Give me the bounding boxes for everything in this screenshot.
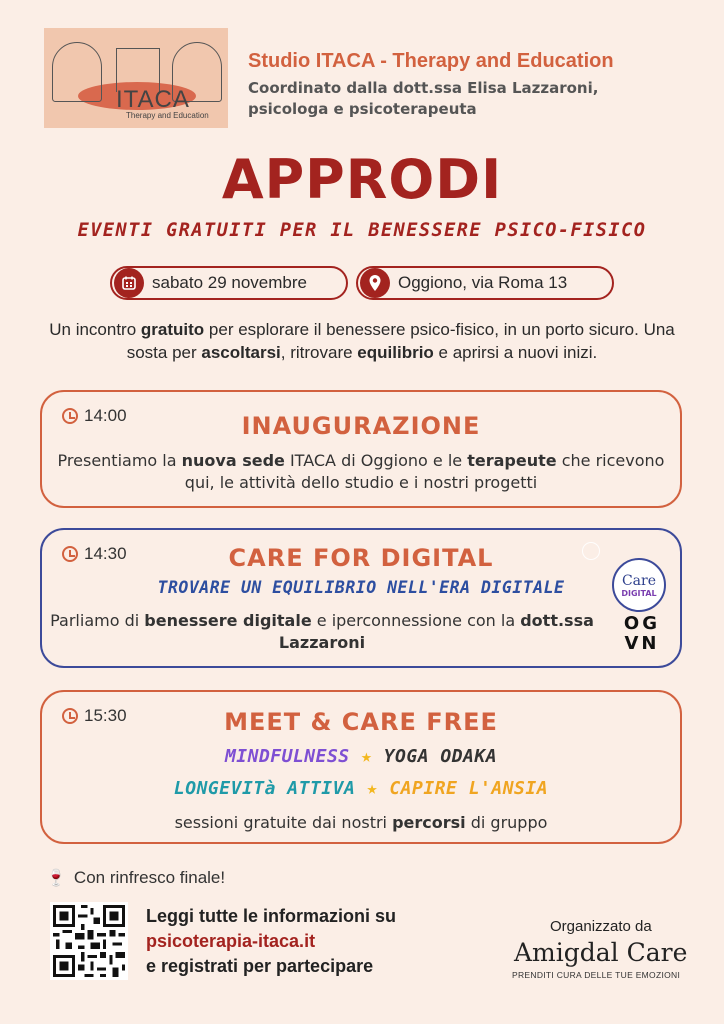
intro-bold: equilibrio xyxy=(357,343,434,362)
desc-text: che ricevono qui, le attività dello studio e i nostri progetti xyxy=(184,451,665,492)
session-card-inaugurazione xyxy=(40,390,682,508)
session-title: MEET & CARE FREE xyxy=(224,708,498,736)
itaca-logo xyxy=(44,28,228,128)
star-icon: ★ xyxy=(361,746,373,767)
time-text: 15:30 xyxy=(84,706,127,725)
time-text: 14:30 xyxy=(84,544,127,563)
calendar-icon xyxy=(114,268,144,298)
studio-title: Studio ITACA - Therapy and Education xyxy=(248,50,614,72)
session-card-meet-care-free xyxy=(40,690,682,844)
desc-bold: benessere digitale xyxy=(144,611,312,630)
activity-yoga: YOGA ODAKA xyxy=(383,746,498,767)
session-description xyxy=(42,812,680,834)
partner-logo xyxy=(624,614,660,654)
care-for-digital-logo xyxy=(612,558,666,612)
desc-text: Presentiamo la xyxy=(57,451,182,470)
location-pill xyxy=(356,266,614,300)
studio-subtitle xyxy=(248,78,598,120)
session-title: INAUGURAZIONE xyxy=(241,412,481,440)
chair-icon xyxy=(52,42,102,102)
desc-bold: terapeute xyxy=(467,451,557,470)
activity-longevita: LONGEVITà ATTIVA xyxy=(173,778,356,799)
session-card-care-for-digital xyxy=(40,528,682,668)
intro-bold: gratuito xyxy=(140,320,205,339)
wine-glass-icon: 🍷 xyxy=(46,870,66,887)
desc-bold: percorsi xyxy=(392,813,466,832)
session-description xyxy=(42,450,680,494)
activity-mindfulness: MINDFULNESS xyxy=(224,746,350,767)
info-line1: Leggi tutte le informazioni su xyxy=(146,906,397,926)
badge-top: Care xyxy=(621,572,657,589)
location-pin-icon xyxy=(360,268,390,298)
clock-icon xyxy=(582,542,600,560)
activity-line xyxy=(42,746,680,767)
location-text: Oggiono, via Roma 13 xyxy=(398,273,568,292)
intro-text: , ritrovare xyxy=(280,343,358,362)
rinfresco-note xyxy=(46,868,225,888)
organizer-logo: Amigdal Care xyxy=(514,938,688,967)
desc-text: ITACA di Oggiono e le xyxy=(284,451,468,470)
session-description xyxy=(42,610,602,654)
badge-bottom: DIGITAL xyxy=(621,588,657,598)
qr-code[interactable] xyxy=(50,902,128,980)
info-line3: e registrati per partecipare xyxy=(146,956,374,976)
organizer-label: Organizzato da xyxy=(550,918,652,935)
partner-line2: VN xyxy=(624,633,660,654)
organizer-tagline: PRENDITI CURA DELLE TUE EMOZIONI xyxy=(512,970,681,980)
studio-line2: psicologa e psicoterapeuta xyxy=(248,100,477,118)
session-subtitle: TROVARE UN EQUILIBRIO NELL'ERA DIGITALE xyxy=(157,578,565,597)
website-link[interactable]: psicoterapia-itaca.it xyxy=(146,931,316,951)
rinfresco-text: Con rinfresco finale! xyxy=(73,868,226,887)
session-title: CARE FOR DIGITAL xyxy=(228,544,494,572)
time-text: 14:00 xyxy=(84,406,127,425)
star-icon: ★ xyxy=(366,778,378,799)
desc-bold: dott.ssa Lazzaroni xyxy=(278,611,594,652)
logo-name: ITACA xyxy=(116,86,190,113)
partner-line1: OG xyxy=(623,613,660,634)
date-pill xyxy=(110,266,348,300)
activity-ansia: CAPIRE L'ANSIA xyxy=(389,778,549,799)
activity-line xyxy=(42,778,680,799)
intro-bold: ascoltarsi xyxy=(201,343,281,362)
registration-info xyxy=(146,904,396,979)
intro-text: e aprirsi a nuovi inizi. xyxy=(433,343,598,362)
intro-text: Un incontro xyxy=(49,320,141,339)
intro-paragraph xyxy=(40,318,684,364)
event-subtitle: EVENTI GRATUITI PER IL BENESSERE PSICO-FISICO xyxy=(77,220,647,241)
desc-bold: nuova sede xyxy=(181,451,285,470)
desc-text: e iperconnessione con la xyxy=(311,611,521,630)
event-title: APPRODI xyxy=(221,148,503,211)
desc-text: di gruppo xyxy=(465,813,548,832)
date-text: sabato 29 novembre xyxy=(152,273,307,292)
logo-sub: Therapy and Education xyxy=(126,111,209,120)
intro-text: per esplorare il benessere psico-fisico, in un porto sicuro. Una sosta per xyxy=(126,320,675,362)
desc-text: sessioni gratuite dai nostri xyxy=(174,813,393,832)
desc-text: Parliamo di xyxy=(50,611,145,630)
studio-line1: Coordinato dalla dott.ssa Elisa Lazzaroni, xyxy=(248,79,599,97)
